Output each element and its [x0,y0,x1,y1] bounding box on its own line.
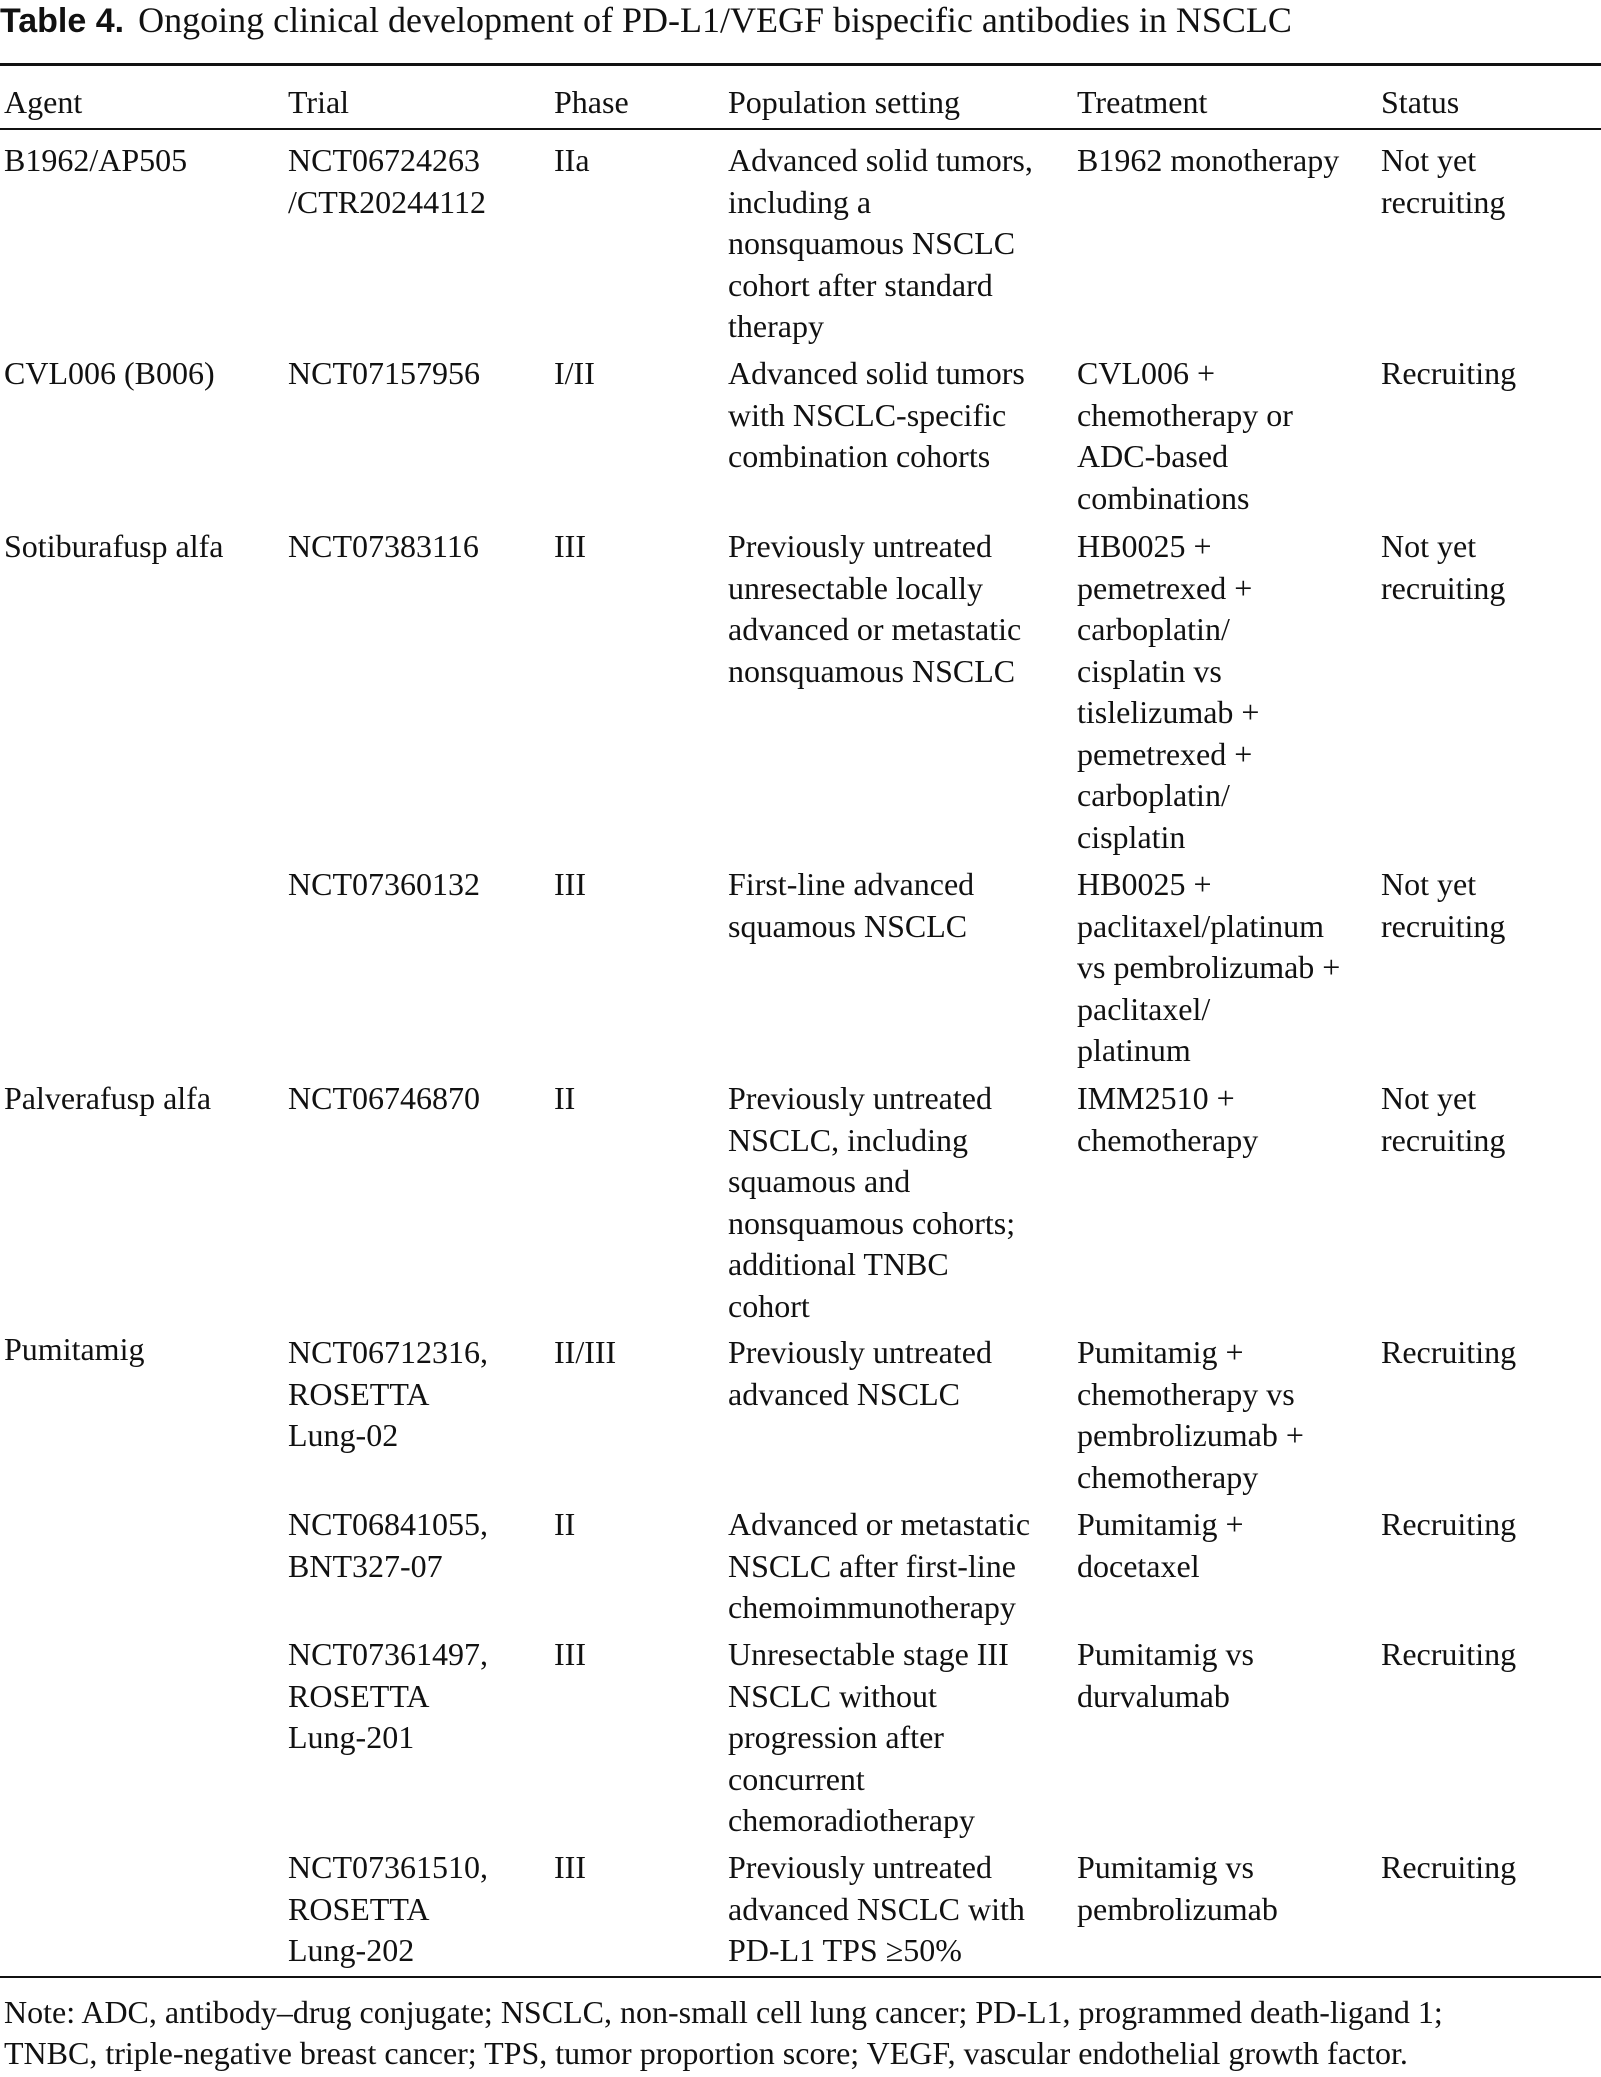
cell-treatment: Pumitamig vs durvalumab [1077,1636,1254,1714]
cell-trial: NCT07361510, ROSETTA Lung-202 [288,1849,488,1968]
cell-population: Advanced solid tumors with NSCLC-specific combination cohorts [728,355,1025,474]
cell-treatment: Pumitamig vs pembrolizumab [1077,1849,1278,1927]
cell-population: Previously untreated advanced NSCLC [728,1334,992,1412]
cell-status: Recruiting [1381,1636,1517,1672]
header-phase: Phase [554,84,629,120]
cell-phase: II/III [554,1334,617,1370]
cell-status: Not yet recruiting [1381,528,1506,606]
cell-trial: NCT06724263 /CTR20244112 [288,142,486,220]
header-population: Population setting [728,84,960,120]
cell-phase: III [554,1636,586,1672]
cell-trial: NCT06841055, BNT327-07 [288,1506,488,1584]
table-label: Table 4. [0,2,125,40]
cell-phase: III [554,866,586,902]
header-trial: Trial [288,84,350,120]
top-rule [0,63,1601,66]
cell-treatment: HB0025 + paclitaxel/platinum vs pembrolizumab + paclitaxel/ platinum [1077,866,1341,1068]
cell-agent: Sotiburafusp alfa [4,528,224,564]
header-status: Status [1381,84,1460,120]
cell-status: Recruiting [1381,1334,1517,1370]
cell-agent: Pumitamig [4,1331,145,1367]
cell-trial: NCT07360132 [288,866,480,902]
cell-status: Recruiting [1381,355,1517,391]
cell-trial: NCT06746870 [288,1080,480,1116]
cell-population: Advanced or metastatic NSCLC after first-line chemoimmunotherapy [728,1506,1031,1625]
cell-population: Unresectable stage III NSCLC without progression after concurrent chemoradiotherapy [728,1636,1009,1838]
cell-trial: NCT07383116 [288,528,479,564]
cell-population: Previously untreated unresectable locally advanced or metastatic nonsquamous NSCLC [728,528,1022,689]
cell-treatment: Pumitamig + docetaxel [1077,1506,1244,1584]
table-title: Ongoing clinical development of PD-L1/VEGF bispecific antibodies in NSCLC [138,0,1292,40]
cell-phase: II [554,1506,576,1542]
cell-population: First-line advanced squamous NSCLC [728,866,975,944]
bottom-rule [0,1976,1601,1978]
cell-trial: NCT07157956 [288,355,480,391]
cell-treatment: B1962 monotherapy [1077,142,1340,178]
cell-agent: CVL006 (B006) [4,355,215,391]
header-agent: Agent [4,84,83,120]
cell-phase: IIa [554,142,590,178]
cell-population: Previously untreated NSCLC, including squamous and nonsquamous cohorts; additional TNBC cohort [728,1080,1016,1324]
cell-trial: NCT07361497, ROSETTA Lung-201 [288,1636,488,1755]
footnote-line: Note: ADC, antibody–drug conjugate; NSCLC, non-small cell lung cancer; PD-L1, programmed death-ligand 1; [4,1994,1443,2030]
cell-population: Previously untreated advanced NSCLC with PD-L1 TPS ≥50% [728,1849,1025,1968]
cell-treatment: IMM2510 + chemotherapy [1077,1080,1259,1158]
footnote-line: TNBC, triple-negative breast cancer; TPS, tumor proportion score; VEGF, vascular endothelial growth factor. [4,2035,1408,2071]
cell-population: Advanced solid tumors, including a nonsquamous NSCLC cohort after standard therapy [728,142,1033,344]
cell-treatment: CVL006 + chemotherapy or ADC-based combinations [1077,355,1293,516]
cell-phase: II [554,1080,576,1116]
header-treatment: Treatment [1077,84,1208,120]
table-footnote [4,1992,1601,2074]
cell-status: Recruiting [1381,1849,1517,1885]
cell-status: Not yet recruiting [1381,866,1506,944]
cell-phase: I/II [554,355,595,391]
cell-agent: Palverafusp alfa [4,1080,212,1116]
cell-status: Recruiting [1381,1506,1517,1542]
header-rule [0,128,1601,130]
cell-status: Not yet recruiting [1381,1080,1506,1158]
table-caption [0,0,1292,40]
cell-phase: III [554,528,586,564]
cell-agent: B1962/AP505 [4,142,188,178]
cell-trial: NCT06712316, ROSETTA Lung-02 [288,1334,488,1453]
cell-phase: III [554,1849,586,1885]
cell-treatment: Pumitamig + chemotherapy vs pembrolizumab + chemotherapy [1077,1334,1304,1495]
cell-treatment: HB0025 + pemetrexed + carboplatin/ cisplatin vs tislelizumab + pemetrexed + carboplatin/ cisplatin [1077,528,1260,855]
cell-status: Not yet recruiting [1381,142,1506,220]
